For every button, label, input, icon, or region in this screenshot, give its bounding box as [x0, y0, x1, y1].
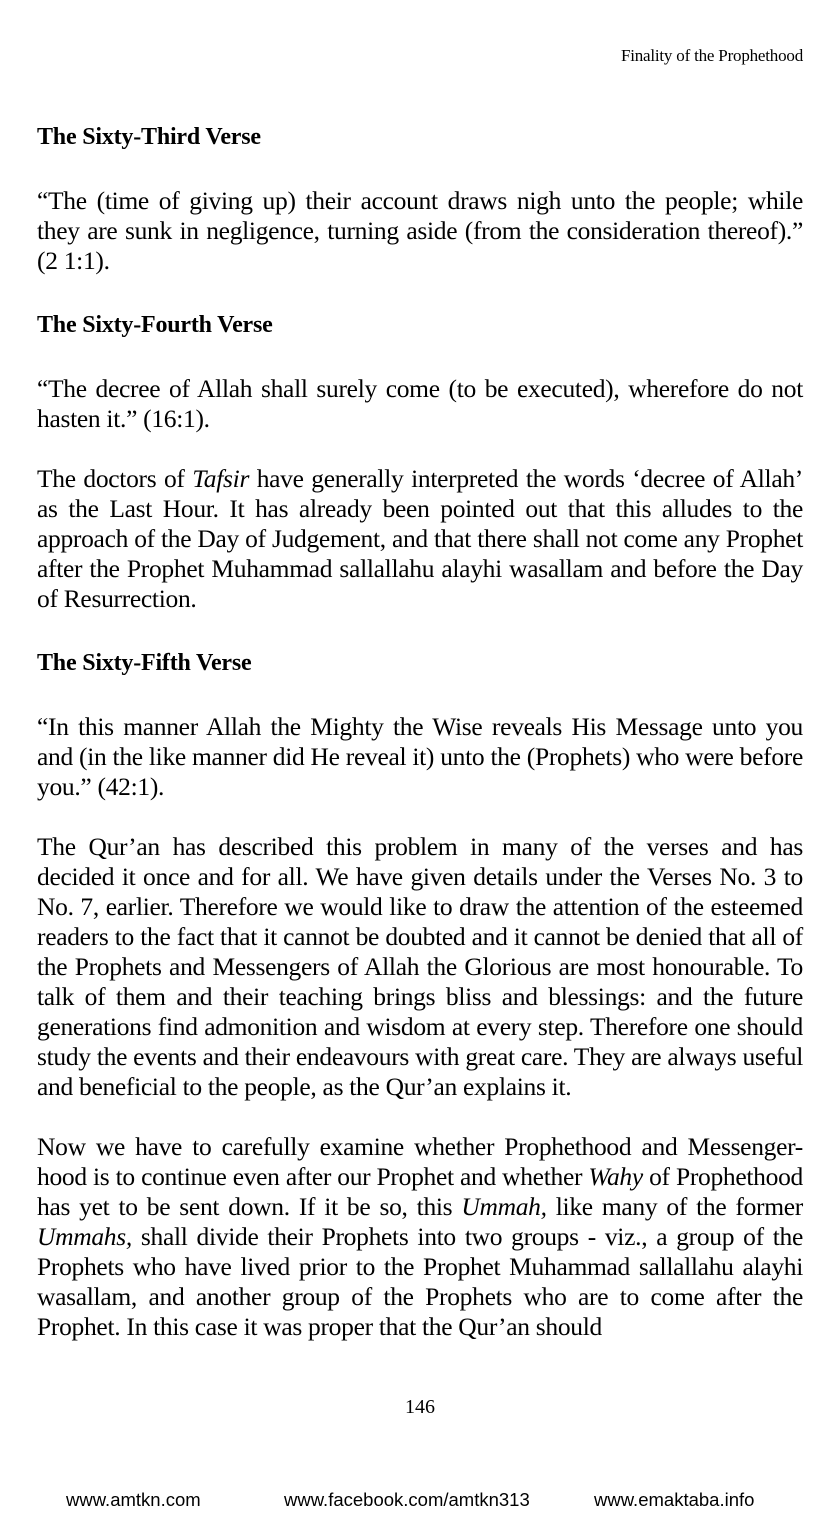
- footer: [0, 1484, 840, 1520]
- paragraph: [37, 464, 803, 614]
- paragraph: [37, 712, 803, 802]
- paragraph: [37, 1132, 803, 1342]
- paragraph: [37, 186, 803, 276]
- text-run: have generally interpreted the words ‘decree of Allah’ as the Last Hour. It has already been pointed out that this alludes to the approach of the Day of Judgement, and that there shall not come any Prophet after the Prophet Muhammad sallallahu alayhi wasallam and before the Day of Resurrection.: [37, 464, 803, 613]
- text-run: like many of the former: [546, 1192, 803, 1221]
- footer-link-emaktaba[interactable]: www.emaktaba.info: [594, 1489, 755, 1510]
- section-heading: The Sixty-Fourth Verse: [37, 312, 273, 338]
- text-run: of Prophethood has yet to be sent down. If it be so, this: [37, 1162, 803, 1221]
- paragraph: [37, 832, 803, 1102]
- paragraph: [37, 374, 803, 434]
- text-run: “The (time of giving up) their account draws nigh unto the people; while they are sunk in negligence, turning aside (from the consideration thereof).” (2 1:1).: [37, 186, 803, 275]
- text-run: Now we have to carefully examine whether Prophethood and Messenger-hood is to continue even after our Prophet and whether: [37, 1132, 803, 1191]
- section-heading: The Sixty-Third Verse: [37, 124, 261, 150]
- text-run: “In this manner Allah the Mighty the Wise reveals His Message unto you and (in the like manner did He reveal it) unto the (Prophets) who were before you.” (42:1).: [37, 712, 803, 801]
- italic-term: Wahy: [588, 1162, 643, 1191]
- page-content: [37, 118, 803, 1372]
- footer-link-amtkn[interactable]: www.amtkn.com: [66, 1489, 201, 1510]
- text-run: “The decree of Allah shall surely come (to be executed), wherefore do not hasten it.” (16:1).: [37, 374, 803, 433]
- section-heading: The Sixty-Fifth Verse: [37, 650, 252, 676]
- running-head: Finality of the Prophethood: [620, 46, 803, 65]
- page-number: 146: [405, 1396, 435, 1418]
- footer-link-facebook[interactable]: www.facebook.com/amtkn313: [284, 1489, 530, 1510]
- italic-term: Tafsir: [192, 464, 250, 493]
- text-run: The Qur’an has described this problem in many of the verses and has decided it once and for all. We have given details under the Verses No. 3 to No. 7, earlier. Therefore we would like to draw the attention of the esteemed readers to the fact that it cannot be doubted and it cannot be denied that all of the Prophets and Messengers of Allah the Glorious are most honourable. To talk of them and their teaching brings bliss and blessings: and the future generations find admonition and wisdom at every step. Therefore one should study the events and their endeavours with great care. They are always useful and beneficial to the people, as the Qur’an explains it.: [37, 832, 803, 1101]
- text-run: shall divide their Prophets into two groups - viz., a group of the Prophets who have lived prior to the Prophet Muhammad sallallahu alayhi wasallam, and another group of the Prophets who are to come after the Prophet. In this case it was proper that the Qur’an should: [37, 1222, 803, 1341]
- text-run: The doctors of: [37, 464, 193, 493]
- italic-term: Ummah,: [461, 1192, 547, 1221]
- italic-term: Ummahs,: [37, 1222, 132, 1251]
